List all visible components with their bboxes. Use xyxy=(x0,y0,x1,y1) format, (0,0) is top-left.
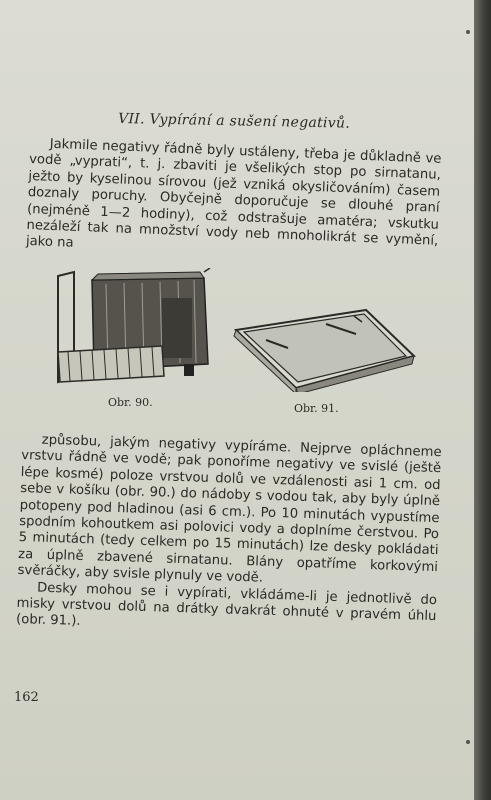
main-text-block xyxy=(16,432,442,642)
figure-90-caption: Obr. 90. xyxy=(108,396,153,409)
paragraph: způsobu, jakým negativy vypíráme. Nejprve opláchneme vrstvu řádně ve vodě; pak ponoříme negativy ve svislé (ještě lépe kosmé) poloze vrstvou dolů ve vzdálenosti asi 1 cm. od sebe v košíku (obr. 90.) do nádoby s vodou tak, aby byly úplně potopeny pod hladinou (asi 6 cm.). Po 10 minutách vypustíme spodním kohoutkem asi polovici vody a doplníme čerstvou. Po 5 minutách (tedy celkem po 15 minutách) lze desky pokládati za úplně zbavené sirnatanu. Blány opatříme korkovými svěráčky, aby svisle plynuly ve vodě. xyxy=(17,432,442,586)
washing-dish-illustration xyxy=(226,300,421,392)
figure-91-caption: Obr. 91. xyxy=(294,402,339,415)
washing-tank-illustration xyxy=(54,268,224,392)
binding-mark xyxy=(466,740,470,744)
book-spine-shadow xyxy=(474,0,491,800)
binding-mark xyxy=(466,30,470,34)
chapter-heading: VII. Vypírání a sušení negativů. xyxy=(117,110,351,132)
page-number: 162 xyxy=(14,690,39,705)
paragraph: Desky mohou se i vypírati, vkládáme-li je jednotlivě do misky vrstvou dolů na drátky dvakrát ohnuté v pravém úhlu (obr. 91.). xyxy=(15,580,438,630)
paragraph: Jakmile negativy řádně byly ustáleny, třeba je důkladně ve vodě „vyprati“, t. j. zbaviti je všelikých stop po sirnatanu, ježto by kyselinou sírovou (jež vzniká okysličováním) časem doznaly poruchy. Obyčejně doporučuje se dlouhé praní (nejméně 1—2 hodiny), což odstrašuje amatéra; vskutku nezáleží tak na množství vody neb mnoholikrát se vymění, jako na xyxy=(25,136,442,252)
intro-text-block xyxy=(26,136,442,267)
